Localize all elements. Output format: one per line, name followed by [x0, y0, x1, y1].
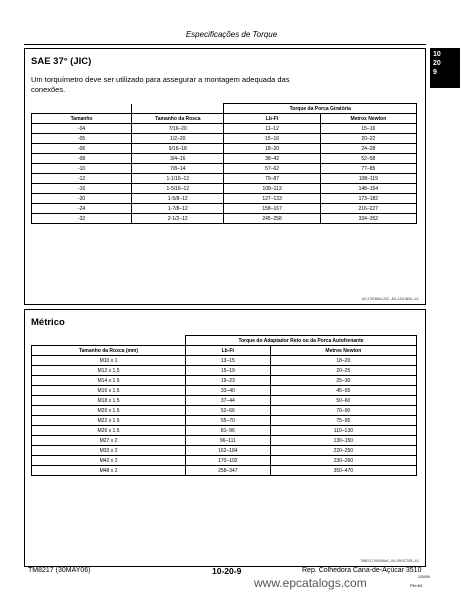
table-row — [32, 426, 417, 436]
tab-line-3: 9 — [433, 69, 437, 76]
table-cell: 20–22 — [320, 134, 416, 144]
metric-section — [24, 309, 426, 567]
table-cell: 108–113 — [224, 184, 320, 194]
table-row — [32, 386, 417, 396]
footer-manual: TM8217 (30MAY06) — [28, 567, 91, 574]
table-cell: -32 — [32, 214, 132, 224]
table-cell: M33 x 2 — [32, 446, 186, 456]
table-cell: 220–250 — [270, 446, 416, 456]
table-cell: 245–258 — [224, 214, 320, 224]
metric-title: Métrico — [31, 317, 65, 328]
table-cell: M48 x 2 — [32, 466, 186, 476]
table-cell: 52–58 — [320, 154, 416, 164]
metric-header-thread: Tamanho da Rosca (mm) — [32, 346, 186, 356]
table-cell: 9/16–18 — [132, 144, 224, 154]
footer-code: 103006 — [418, 575, 430, 579]
table-cell: -16 — [32, 184, 132, 194]
sae-section — [24, 48, 426, 305]
footer-product: Rep. Colhedora Cana-de-Açúcar 3510 — [302, 567, 422, 574]
table-cell: 52–66 — [186, 406, 271, 416]
table-cell: 15–16 — [320, 124, 416, 134]
table-row — [32, 406, 417, 416]
table-row — [32, 184, 417, 194]
sae-header-size: Tamanho — [32, 114, 132, 124]
table-cell: 350–470 — [270, 466, 416, 476]
table-cell: 258–347 — [186, 466, 271, 476]
table-row — [32, 466, 417, 476]
sae-header-thread: Tamanho da Rosca — [132, 114, 224, 124]
sae-header-nm: Metros Newton — [320, 114, 416, 124]
metric-header-nm: Metros Newton — [270, 346, 416, 356]
table-cell: 15–16 — [224, 134, 320, 144]
table-row — [32, 174, 417, 184]
sae-group-header: Torque da Porca Giratória — [224, 104, 417, 114]
table-cell: 110–130 — [270, 426, 416, 436]
table-cell: 70–90 — [270, 406, 416, 416]
table-cell: M42 x 2 — [32, 456, 186, 466]
table-row — [32, 134, 417, 144]
table-cell: 230–260 — [270, 456, 416, 466]
metric-table-body — [32, 356, 417, 476]
table-cell: 216–227 — [320, 204, 416, 214]
table-cell: 75–95 — [270, 416, 416, 426]
blank-cell — [32, 104, 132, 114]
table-cell: 127–133 — [224, 194, 320, 204]
metric-reference: TM8217,00009AA –54–05OCT05–1/1 — [360, 559, 419, 563]
table-cell: 57–62 — [224, 164, 320, 174]
header-rule — [24, 44, 426, 45]
table-cell: -12 — [32, 174, 132, 184]
table-cell: 11–12 — [224, 124, 320, 134]
table-cell: 24–28 — [320, 144, 416, 154]
table-cell: 33–40 — [186, 386, 271, 396]
table-cell: -06 — [32, 144, 132, 154]
table-row — [32, 154, 417, 164]
footer-page-number: 10-20-9 — [212, 566, 242, 576]
table-cell: 148–154 — [320, 184, 416, 194]
metric-group-header: Torque do Adaptador Reto ou da Porca Autofrenante — [186, 336, 417, 346]
table-cell: -05 — [32, 134, 132, 144]
table-row — [32, 144, 417, 154]
table-cell: 37–44 — [186, 396, 271, 406]
table-row — [32, 164, 417, 174]
table-row — [32, 366, 417, 376]
blank-cell — [32, 336, 186, 346]
table-cell: 158–167 — [224, 204, 320, 214]
table-cell: 173–182 — [320, 194, 416, 204]
table-cell: -04 — [32, 124, 132, 134]
table-cell: M14 x 1.5 — [32, 376, 186, 386]
table-cell: 18–20 — [270, 356, 416, 366]
tab-line-1: 10 — [433, 51, 441, 58]
table-row — [32, 446, 417, 456]
table-cell: -24 — [32, 204, 132, 214]
table-cell: M26 x 1.5 — [32, 426, 186, 436]
table-cell: 45–55 — [270, 386, 416, 396]
metric-torque-table — [31, 335, 417, 476]
sae-table-body — [32, 124, 417, 224]
table-cell: M20 x 1.5 — [32, 406, 186, 416]
table-cell: 1-1/16–12 — [132, 174, 224, 184]
watermark: www.epcatalogs.com — [254, 576, 367, 590]
table-cell: 3/4–16 — [132, 154, 224, 164]
table-cell: 170–192 — [186, 456, 271, 466]
table-cell: 7/16–20 — [132, 124, 224, 134]
sae-reference: AG,TX03564,242 –54–13JUN00–1/1 — [361, 297, 419, 301]
sae-torque-table — [31, 103, 417, 224]
table-cell: 25–30 — [270, 376, 416, 386]
table-cell: 79–87 — [224, 174, 320, 184]
table-cell: 20–25 — [270, 366, 416, 376]
table-row — [32, 204, 417, 214]
table-row — [32, 214, 417, 224]
table-cell: 108–119 — [320, 174, 416, 184]
table-row — [32, 436, 417, 446]
table-cell: M22 x 1.5 — [32, 416, 186, 426]
table-cell: 2-1/2–12 — [132, 214, 224, 224]
table-cell: M10 x 1 — [32, 356, 186, 366]
table-row — [32, 416, 417, 426]
table-cell: 15–19 — [186, 366, 271, 376]
table-cell: 1/2–20 — [132, 134, 224, 144]
table-cell: 130–150 — [270, 436, 416, 446]
table-cell: 96–111 — [186, 436, 271, 446]
table-cell: 7/8–14 — [132, 164, 224, 174]
table-cell: M16 x 1.5 — [32, 386, 186, 396]
page-header-title: Especificações de Torque — [185, 30, 278, 39]
table-cell: 38–42 — [224, 154, 320, 164]
table-cell: M27 x 2 — [32, 436, 186, 446]
table-cell: 13–15 — [186, 356, 271, 366]
table-cell: 19–23 — [186, 376, 271, 386]
sae-description: Um torquímetro deve ser utilizado para assegurar a montagem adequada das conexões. — [31, 75, 290, 94]
table-cell: 77–85 — [320, 164, 416, 174]
table-cell: 18–20 — [224, 144, 320, 154]
table-cell: -10 — [32, 164, 132, 174]
table-cell: 1-7/8–12 — [132, 204, 224, 214]
table-cell: 50–60 — [270, 396, 416, 406]
footer-pn: PN=63 — [410, 583, 423, 588]
table-cell: -08 — [32, 154, 132, 164]
metric-header-lbft: Lb-Ft — [186, 346, 271, 356]
table-cell: 1-5/8–12 — [132, 194, 224, 204]
table-cell: 81–96 — [186, 426, 271, 436]
section-tab — [430, 48, 460, 88]
table-cell: 162–184 — [186, 446, 271, 456]
sae-title: SAE 37° (JIC) — [31, 56, 92, 67]
table-row — [32, 396, 417, 406]
table-row — [32, 194, 417, 204]
table-cell: -20 — [32, 194, 132, 204]
sae-header-lbft: Lb-Ft — [224, 114, 320, 124]
table-row — [32, 124, 417, 134]
table-cell: 1-5/16–12 — [132, 184, 224, 194]
blank-cell — [132, 104, 224, 114]
table-cell: 55–70 — [186, 416, 271, 426]
table-row — [32, 356, 417, 366]
table-row — [32, 456, 417, 466]
table-cell: 334–352 — [320, 214, 416, 224]
table-row — [32, 376, 417, 386]
table-cell: M12 x 1,5 — [32, 366, 186, 376]
tab-line-2: 20 — [433, 60, 441, 67]
table-cell: M18 x 1.5 — [32, 396, 186, 406]
